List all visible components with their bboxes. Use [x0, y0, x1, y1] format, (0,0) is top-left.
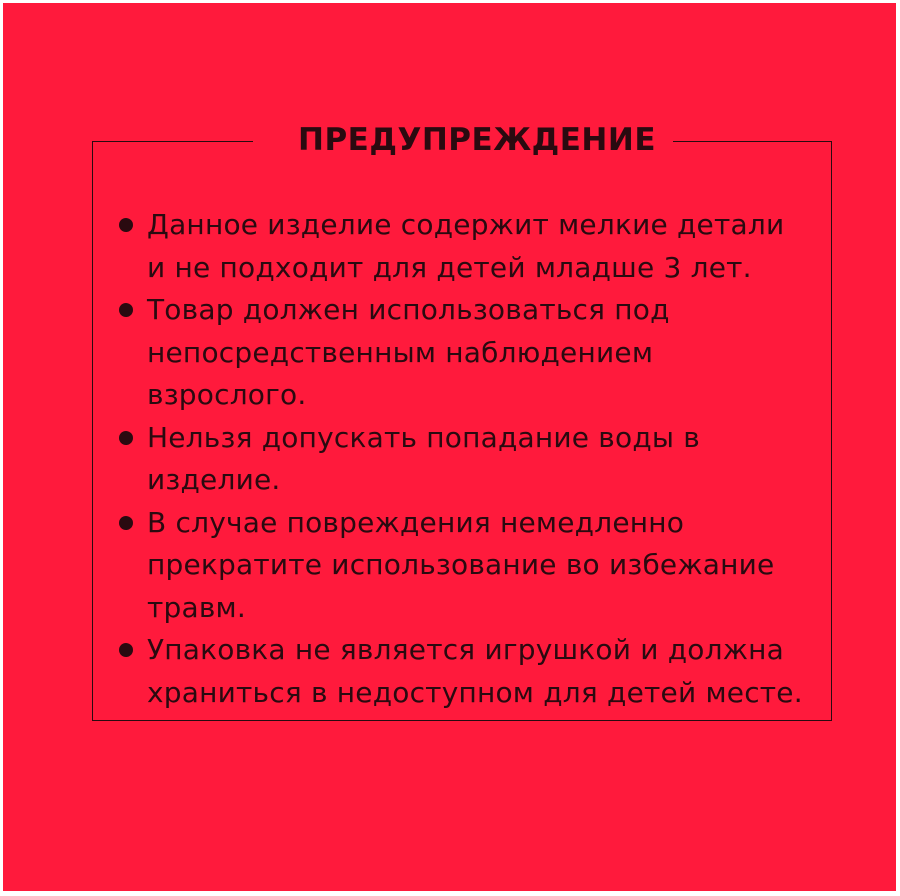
list-item-line: Данное изделие содержит мелкие детали: [147, 208, 785, 241]
list-item-line: Товар должен использоваться под: [147, 293, 670, 326]
list-item-line: травм.: [147, 590, 246, 624]
warning-title: ПРЕДУПРЕЖДЕНИЕ: [298, 122, 656, 158]
list-item-line: непосредственным наблюдением: [147, 335, 654, 369]
bullet-icon: [119, 431, 133, 445]
bullet-icon: [119, 303, 133, 317]
bullet-icon: [119, 218, 133, 232]
list-item-line: В случае повреждения немедленно: [147, 505, 685, 539]
list-item-line: взрослого.: [147, 378, 307, 411]
list-item: [115, 502, 815, 630]
list-item: [115, 204, 815, 289]
list-item: [115, 289, 815, 417]
list-item-line: и не подходит для детей младше 3 лет.: [147, 250, 752, 284]
warning-label: [3, 3, 896, 891]
bullet-icon: [119, 516, 133, 530]
bullet-icon: [119, 643, 133, 657]
list-item-line: Упаковка не является игрушкой и должна: [147, 633, 785, 666]
warning-list: [115, 204, 815, 714]
list-item: [115, 629, 815, 714]
list-item-line: храниться в недоступном для детей месте.: [147, 675, 803, 709]
list-item-line: прекратите использование во избежание: [147, 548, 775, 581]
warning-frame: [92, 122, 832, 721]
list-item: [115, 417, 815, 502]
list-item-line: Нельзя допускать попадание воды в изделие.: [147, 420, 701, 496]
